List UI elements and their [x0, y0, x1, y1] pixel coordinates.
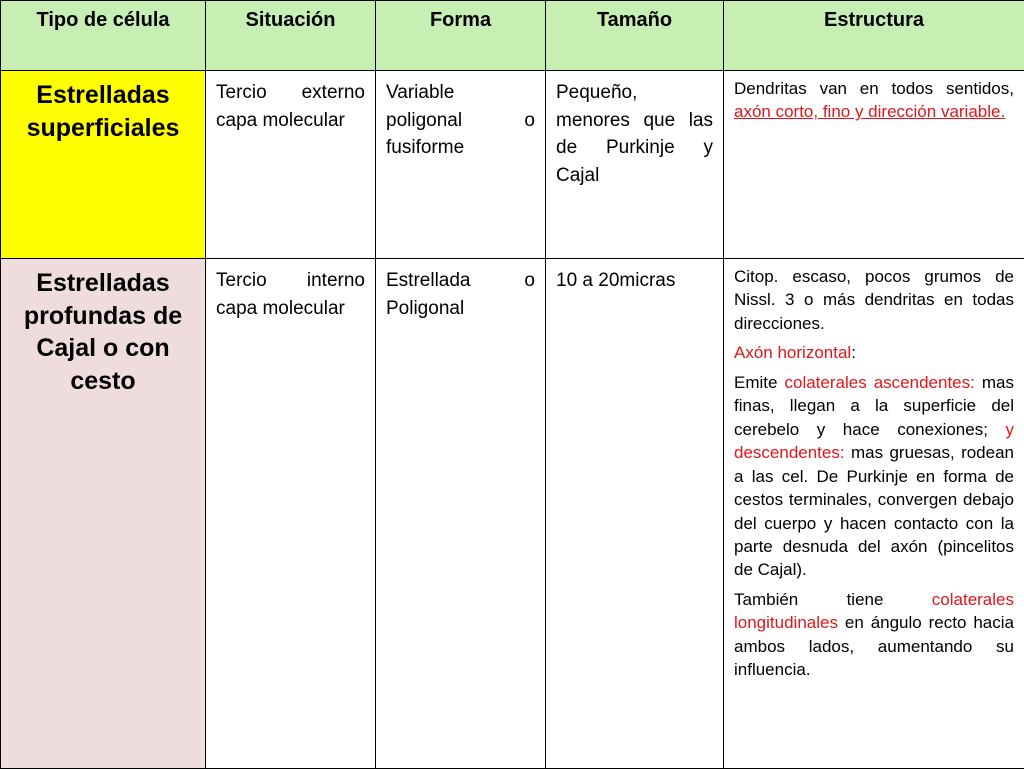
- cell-tamano: Pequeño, menores que las de Purkinje y Cajal: [546, 71, 724, 259]
- estructura-highlight: colaterales ascendentes:: [784, 373, 974, 392]
- cell-estructura: [724, 259, 1024, 769]
- cell-tamano: 10 a 20micras: [546, 259, 724, 769]
- estructura-paragraph: [734, 371, 1014, 582]
- estructura-highlight: y descendentes:: [734, 420, 1014, 462]
- estructura-paragraph: Citop. escaso, pocos grumos de Nissl. 3 o más dendritas en todas direcciones.: [734, 265, 1014, 335]
- estructura-text: También tiene: [734, 590, 932, 609]
- estructura-text: Emite: [734, 373, 784, 392]
- estructura-text: mas gruesas, rodean a las cel. De Purkinje en forma de cestos terminales, convergen debajo del cuerpo y hacen contacto con la parte desnuda del axón (pincelitos de Cajal).: [734, 443, 1014, 579]
- estructura-text: en ángulo recto hacia ambos lados, aumentando su influencia.: [734, 613, 1014, 679]
- header-tipo: Tipo de célula: [1, 1, 206, 71]
- cell-situacion: Tercio interno capa molecular: [206, 259, 376, 769]
- estructura-paragraph: [734, 341, 1014, 364]
- cell-situacion: Tercio externo capa molecular: [206, 71, 376, 259]
- header-forma: Forma: [376, 1, 546, 71]
- estructura-text: Dendritas van en todos sentidos,: [734, 79, 1014, 98]
- estructura-text: :: [851, 343, 856, 362]
- table-row: [1, 259, 1024, 769]
- estructura-text: mas finas, llegan a la superficie del cerebelo y hace conexiones;: [734, 373, 1014, 439]
- header-row: [1, 1, 1024, 71]
- estructura-paragraph: [734, 77, 1014, 124]
- estructura-highlight: colaterales longitudinales: [734, 590, 1014, 632]
- cell-tipo: Estrelladas superficiales: [1, 71, 206, 259]
- cell-tipo: Estrelladas profundas de Cajal o con cesto: [1, 259, 206, 769]
- estructura-highlight: axón corto, fino y dirección variable.: [734, 102, 1005, 121]
- table-row: [1, 71, 1024, 259]
- header-situacion: Situación: [206, 1, 376, 71]
- header-estructura: Estructura: [724, 1, 1024, 71]
- cell-forma: Estrellada o Poligonal: [376, 259, 546, 769]
- cell-forma: Variable poligonal o fusiforme: [376, 71, 546, 259]
- cell-estructura: [724, 71, 1024, 259]
- estructura-paragraph: [734, 588, 1014, 682]
- estructura-highlight: Axón horizontal: [734, 343, 851, 362]
- header-tamano: Tamaño: [546, 1, 724, 71]
